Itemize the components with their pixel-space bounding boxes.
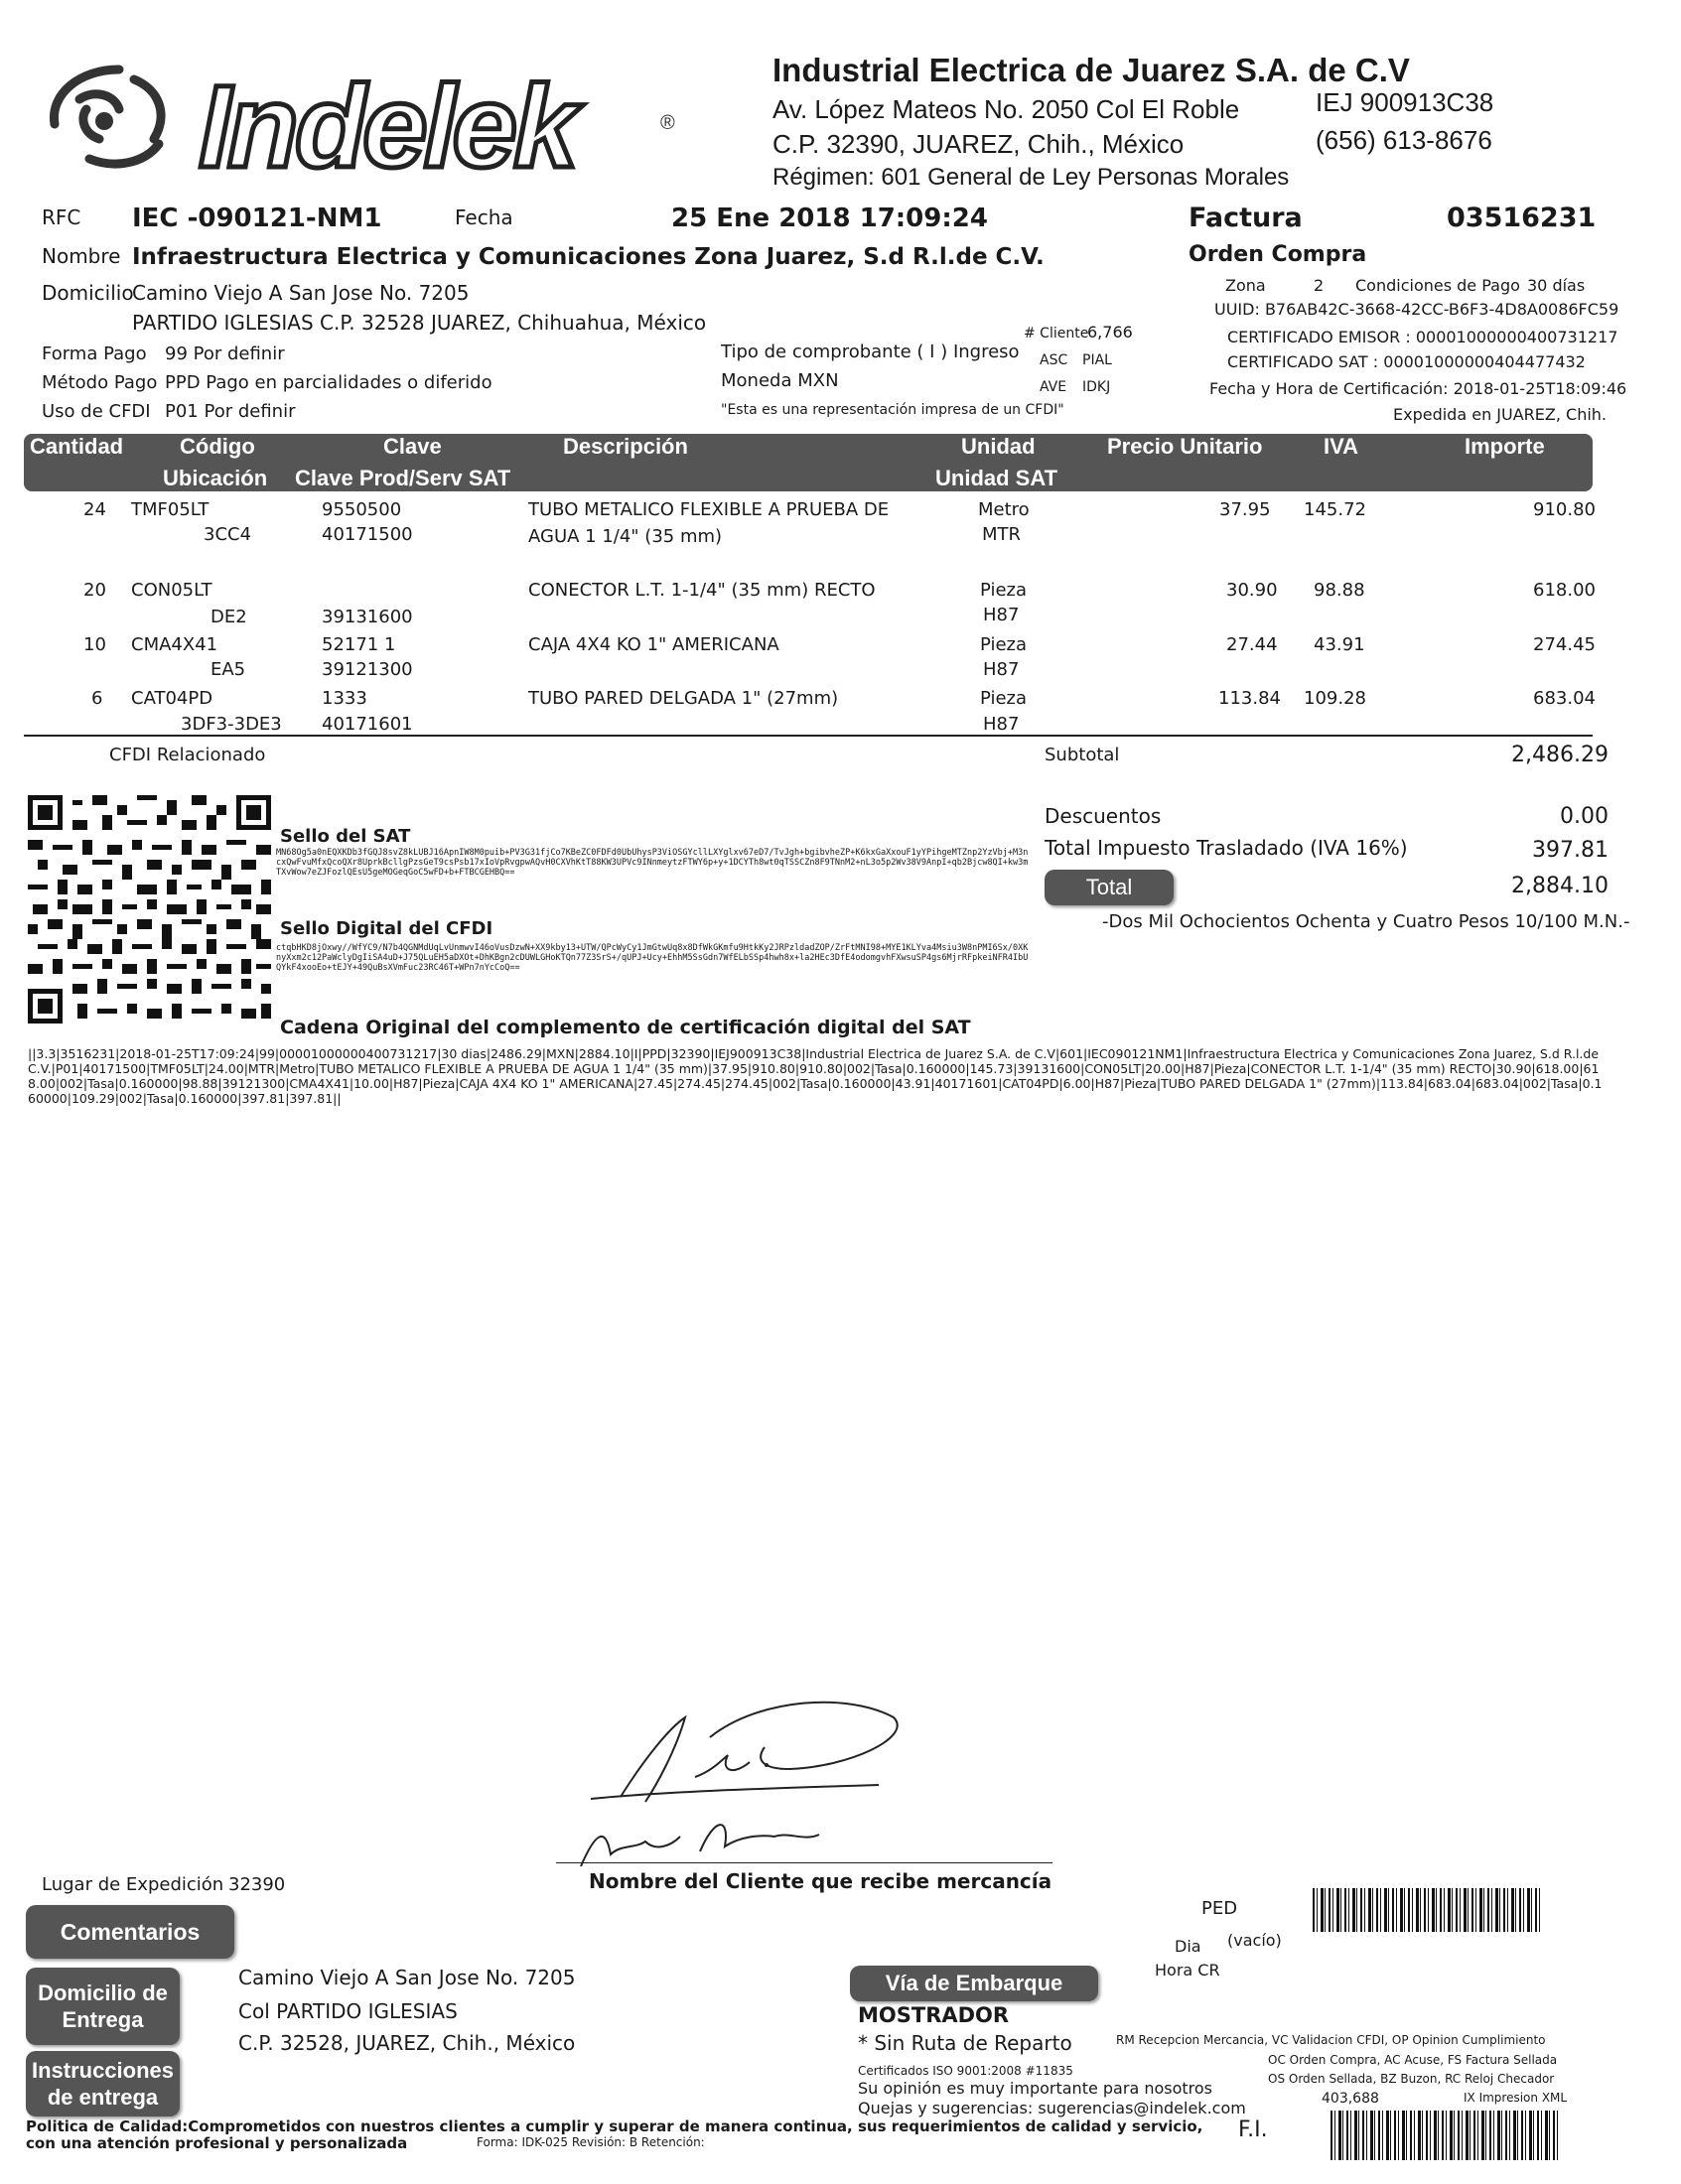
expedida-en: Expedida en JUAREZ, Chih. (1393, 405, 1608, 424)
nombre-label: Nombre (42, 244, 121, 268)
cadena-label: Cadena Original del complemento de certificación digital del SAT (280, 1017, 971, 1038)
firma-nombre-label: Nombre del Cliente que recibe mercancía (589, 1869, 1052, 1893)
total-label: Total (1045, 870, 1174, 905)
certificado-sat: CERTIFICADO SAT : 00001000000404477432 (1227, 352, 1586, 371)
cliente-label: # Cliente (1024, 326, 1089, 341)
metodo-pago-label: Método Pago (42, 372, 158, 393)
svg-text:®: ® (660, 112, 675, 134)
metodo-pago-value: PPD Pago en parcialidades o diferido (165, 372, 492, 393)
col-precio-unitario: Precio Unitario (1107, 434, 1263, 459)
cell-ubicacion: 3CC4 (204, 524, 252, 545)
total-value: 2,884.10 (1511, 874, 1609, 898)
col-unidad-sat: Unidad SAT (935, 466, 1058, 490)
asc-label: ASC (1040, 352, 1068, 368)
leyenda-4: IX Impresion XML (1464, 2091, 1568, 2105)
sello-sat-text: MN68Og5a0nEQXKDb3fGQJ8svZ8kLUBJ16ApnIW8M0puib+PV3G31fjCo7KBeZC0FDFd0UbUhysP3ViOSGYcllLXYglxv67eD7/TvJgh+bgibvheZP+K6kxGaXxouF1yYPihgeMTZnp2YzVbj+M3ncxQwFvuMfxQcoQXr8UprkBcllgPzsGeT9csPsb17xIoVpRvgpwAQvH0CXVhKtT88KW3UPVc9INnmeytzFTWY6p+y+1DCYTh8wt0qTSSCZn8F9TNnM2+nL3o5p2Wv38V9AnpI+qb2Bjcw8QI+kw3mTXvWow7eZJFozlQEsU5geMOGeqGoC5wFD+b+FTBCGEHBQ== (276, 848, 1029, 878)
cell-iva: 145.72 (1304, 499, 1366, 520)
company-rfc: IEJ 900913C38 (1316, 87, 1494, 117)
cell-iva: 43.91 (1314, 634, 1365, 655)
sello-cfdi-label: Sello Digital del CFDI (280, 918, 493, 939)
col-clave: Clave (383, 434, 442, 459)
cell-precio: 113.84 (1218, 688, 1281, 709)
cell-iva: 98.88 (1314, 580, 1365, 601)
factura-number: 03516231 (1447, 203, 1597, 233)
leyenda-1: RM Recepcion Mercancia, VC Validacion CFDI, OP Opinion Cumplimiento (1116, 2033, 1546, 2047)
barcode-top (1313, 1888, 1543, 1932)
rfc-label: RFC (42, 205, 81, 229)
ave-label: AVE (1040, 379, 1067, 395)
iso-cert: Certificados ISO 9001:2008 #11835 (858, 2064, 1073, 2078)
cell-iva: 109.28 (1304, 688, 1366, 709)
lugar-expedicion-label: Lugar de Expedición (42, 1874, 224, 1895)
cell-unidad-sat: H87 (983, 714, 1020, 735)
col-descripcion: Descripción (563, 434, 688, 459)
sello-cfdi-text: ctqbHKD8jOxwy//WfYC9/N7b4QGNMdUqLvUnmwvI46oVusDzwN+XX9kby13+UTW/QPcWyCy1JmGtwUq8x8DfWkGKmfu9HtkKy2JRPzldadZOP/ZrFtMNI98+MYE1KLYva4Msiu3W8nPMI6Sx/0XKnyXxm2c12PaWclyDgIiSA4uD+J75QLuEH5aDXOt+DhKBgn2cDUWLGHoKTQn77Z3SrS+/qUPJ+Ucy+EhhM5SsGdn7WfELbSSp4hwh8x+la2HEc3DfE4odomgvhFXwsuSP4gs6MjrRFpkeiNFR4IbUQYkF4xooEo+tEJY+49QuBsXVmFuc23RC46T+WPn7nYcCoQ== (276, 943, 1029, 973)
cell-unidad: Pieza (980, 634, 1028, 655)
cell-precio: 37.95 (1219, 499, 1271, 520)
company-address-1: Av. López Mateos No. 2050 Col El Roble (772, 94, 1240, 124)
qr-code (28, 794, 271, 1024)
cell-clave: 1333 (322, 688, 367, 709)
col-clave-prod-sat: Clave Prod/Serv SAT (295, 466, 511, 490)
cell-ubicacion: 3DF3-3DE3 (181, 714, 282, 735)
fi-label: F.I. (1238, 2117, 1268, 2142)
condiciones-label: Condiciones de Pago (1355, 276, 1520, 295)
asc-value: PIAL (1082, 352, 1112, 368)
col-importe: Importe (1465, 434, 1545, 459)
zona-value: 2 (1314, 276, 1325, 295)
forma-pago-label: Forma Pago (42, 343, 147, 364)
cfdi-relacionado-label: CFDI Relacionado (109, 745, 266, 765)
fecha-certificacion: Fecha y Hora de Certificación: 2018-01-25T18:09:46 (1209, 379, 1627, 398)
domicilio-entrega-label: Domicilio de Entrega (26, 1968, 180, 2045)
barcode-bottom (1331, 2111, 1561, 2160)
impuesto-label: Total Impuesto Trasladado (IVA 16%) (1045, 836, 1408, 860)
uso-cfdi-value: P01 Por definir (165, 401, 296, 422)
cell-cantidad: 24 (83, 499, 106, 520)
certificado-emisor: CERTIFICADO EMISOR : 00001000000400731217 (1227, 328, 1618, 346)
table-bottom-line (24, 735, 1593, 737)
forma-pago-value: 99 Por definir (165, 343, 285, 364)
cell-descripcion: TUBO METALICO FLEXIBLE A PRUEBA DE (528, 499, 890, 520)
vacio-label: (vacío) (1227, 1931, 1282, 1950)
cell-descripcion: CAJA 4X4 KO 1" AMERICANA (528, 634, 779, 655)
impuesto-value: 397.81 (1532, 838, 1609, 863)
via-embarque-label: Vía de Embarque (850, 1966, 1098, 2001)
cell-unidad-sat: H87 (983, 659, 1020, 680)
leyenda-3: OS Orden Sellada, BZ Buzon, RC Reloj Checador (1268, 2072, 1555, 2086)
cell-precio: 30.90 (1226, 580, 1278, 601)
orden-compra-label: Orden Compra (1189, 242, 1367, 267)
numero-impresion: 403,688 (1322, 2091, 1379, 2107)
cell-cantidad: 20 (83, 580, 106, 601)
forma-revision: Forma: IDK-025 Revisión: B Retención: (477, 2135, 705, 2149)
condiciones-value: 30 días (1527, 276, 1586, 295)
company-phone: (656) 613-8676 (1316, 125, 1492, 155)
cell-clave-sat: 39121300 (322, 659, 413, 680)
cell-cantidad: 6 (91, 688, 103, 709)
col-unidad: Unidad (961, 434, 1036, 459)
hora-cr-label: Hora CR (1155, 1961, 1220, 1979)
cell-precio: 27.44 (1226, 634, 1278, 655)
cell-cantidad: 10 (83, 634, 106, 655)
col-cantidad: Cantidad (30, 434, 124, 459)
cadena-original-text: ||3.3|3516231|2018-01-25T17:09:24|99|00001000000400731217|30 dias|2486.29|MXN|2884.10|I|PPD|32390|IEJ900913C38|Industrial Electrica de Juarez S.A. de C.V|601|IEC090121NM1|Infraestructura Electrica y Comunicaciones Zona Juarez, S.d R.l.de C.V.|P01|40171500|TMF05LT|24.00|MTR|Metro|TUBO METALICO FLEXIBLE A PRUEBA DE AGUA 1 1/4" (35 mm)|37.95|910.80|910.80|002|Tasa|0.160000|145.73|39131600|CON05LT|20.00|H87|Pieza|CONECTOR L.T. 1-1/4" (35 mm) RECTO|30.90|618.00|618.00|002|Tasa|0.160000|98.88|39121300|CMA4X41|10.00|H87|Pieza|CAJA 4X4 KO 1" AMERICANA|27.45|274.45|274.45|002|Tasa|0.160000|43.91|40171601|CAT04PD|6.00|H87|Pieza|TUBO PARED DELGADA 1" (27mm)|113.84|683.04|683.04|002|Tasa|0.160000|109.29|002|Tasa|0.160000|397.81|397.81|| (28, 1046, 1603, 1106)
politica-calidad: Politica de Calidad:Comprometidos con nuestros clientes a cumplir y superar de manera continua, sus requerimientos de calidad y servicio, con una atención profesional y personalizada (26, 2117, 1203, 2152)
customer-rfc: IEC -090121-NM1 (132, 204, 382, 233)
ped-label: PED (1201, 1898, 1238, 1919)
fecha-label: Fecha (455, 205, 513, 229)
cell-importe: 618.00 (1533, 580, 1596, 601)
cell-codigo: CON05LT (131, 580, 212, 601)
company-logo (25, 40, 690, 199)
cell-importe: 274.45 (1533, 634, 1596, 655)
uso-cfdi-label: Uso de CFDI (42, 401, 151, 422)
cell-codigo: CAT04PD (131, 688, 213, 709)
tipo-comprobante: Tipo de comprobante ( I ) Ingreso (721, 341, 1020, 362)
qr-code-icon (28, 794, 271, 1024)
cell-codigo: TMF05LT (131, 499, 210, 520)
cell-importe: 683.04 (1533, 688, 1596, 709)
entrega-direccion-1: Camino Viejo A San Jose No. 7205 (238, 1966, 576, 1989)
descuentos-label: Descuentos (1045, 804, 1162, 828)
zona-label: Zona (1225, 276, 1266, 295)
company-address-2: C.P. 32390, JUAREZ, Chih., México (772, 129, 1185, 159)
cell-clave: 52171 1 (322, 634, 396, 655)
cell-importe: 910.80 (1533, 499, 1596, 520)
signature-icon (551, 1678, 968, 1876)
signature (551, 1678, 968, 1876)
instrucciones-entrega-label: Instrucciones de entrega (26, 2051, 180, 2116)
dia-label: Dia (1175, 1937, 1201, 1956)
cell-clave-sat: 40171601 (322, 714, 413, 735)
ave-value: IDKJ (1082, 379, 1111, 395)
col-ubicacion: Ubicación (163, 466, 268, 490)
company-regimen: Régimen: 601 General de Ley Personas Morales (772, 164, 1290, 191)
cell-unidad: Pieza (980, 580, 1028, 601)
signature-line (556, 1862, 1052, 1863)
cell-clave-sat: 40171500 (322, 524, 413, 545)
subtotal-value: 2,486.29 (1511, 743, 1609, 767)
customer-name: Infraestructura Electrica y Comunicaciones Zona Juarez, S.d R.l.de C.V. (132, 244, 1045, 270)
cell-ubicacion: EA5 (210, 659, 246, 680)
cell-unidad-sat: H87 (983, 605, 1020, 625)
domicilio-label: Domicilio (42, 281, 134, 305)
quejas-text: Quejas y sugerencias: sugerencias@indelek.com (858, 2099, 1246, 2117)
comentarios-label: Comentarios (26, 1905, 234, 1959)
cell-ubicacion: DE2 (210, 607, 247, 627)
cell-unidad: Metro (978, 499, 1030, 520)
indelek-logo-icon (25, 40, 690, 199)
invoice-date: 25 Ene 2018 17:09:24 (671, 204, 988, 233)
company-name: Industrial Electrica de Juarez S.A. de C.V (772, 52, 1410, 88)
table-header (24, 434, 1593, 491)
representacion-impresa: "Esta es una representación impresa de un CFDI" (721, 402, 1064, 418)
col-iva: IVA (1324, 434, 1359, 459)
leyenda-2: OC Orden Compra, AC Acuse, FS Factura Sellada (1268, 2053, 1558, 2067)
col-codigo: Código (180, 434, 255, 459)
customer-address-2: PARTIDO IGLESIAS C.P. 32528 JUAREZ, Chihuahua, México (132, 311, 707, 335)
cell-unidad: Pieza (980, 688, 1028, 709)
cell-descripcion: CONECTOR L.T. 1-1/4" (35 mm) RECTO (528, 580, 876, 601)
uuid: UUID: B76AB42C-3668-42CC-B6F3-4D8A0086FC59 (1214, 300, 1619, 319)
total-en-letra: -Dos Mil Ochocientos Ochenta y Cuatro Pesos 10/100 M.N.- (1102, 911, 1630, 932)
subtotal-label: Subtotal (1045, 745, 1120, 765)
sello-sat-label: Sello del SAT (280, 826, 411, 847)
descuentos-value: 0.00 (1560, 804, 1609, 829)
customer-address-1: Camino Viejo A San Jose No. 7205 (132, 281, 470, 305)
cliente-number: 6,766 (1087, 323, 1133, 341)
opinion-text: Su opinión es muy importante para nosotros (858, 2079, 1213, 2098)
sin-ruta-label: * Sin Ruta de Reparto (858, 2031, 1072, 2055)
factura-label: Factura (1189, 203, 1303, 233)
svg-text:Indelek: Indelek (199, 62, 575, 193)
cell-unidad-sat: MTR (982, 524, 1022, 545)
cell-clave-sat: 39131600 (322, 607, 413, 627)
lugar-expedicion-value: 32390 (228, 1874, 286, 1895)
moneda: Moneda MXN (721, 370, 839, 391)
cell-descripcion: TUBO PARED DELGADA 1" (27mm) (528, 688, 839, 709)
entrega-direccion-3: C.P. 32528, JUAREZ, Chih., México (238, 2031, 576, 2055)
entrega-direccion-2: Col PARTIDO IGLESIAS (238, 1999, 458, 2023)
cell-descripcion-2: AGUA 1 1/4" (35 mm) (528, 526, 723, 547)
cell-clave: 9550500 (322, 499, 402, 520)
mostrador-label: MOSTRADOR (858, 2003, 1010, 2027)
cell-codigo: CMA4X41 (131, 634, 218, 655)
